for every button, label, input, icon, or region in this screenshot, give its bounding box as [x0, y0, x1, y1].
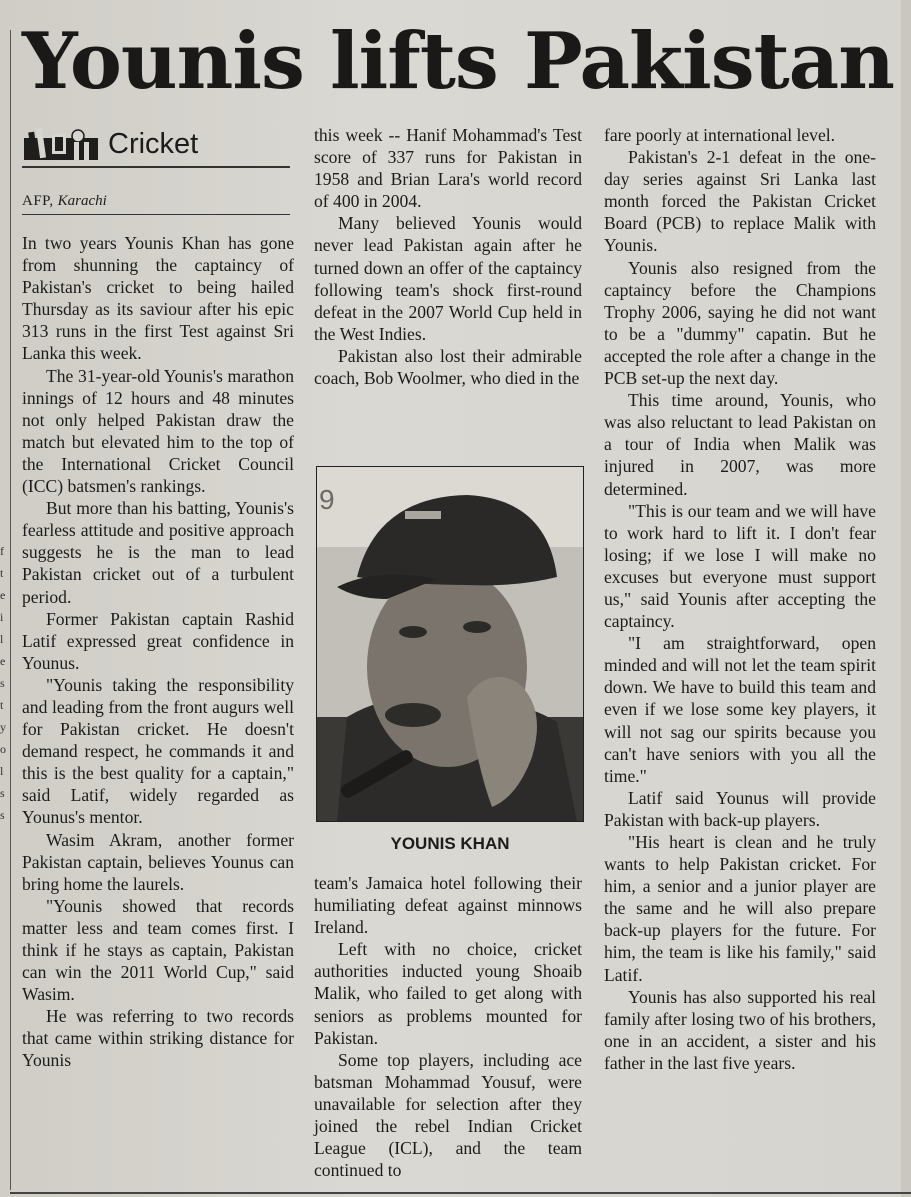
paragraph: The 31-year-old Younis's marathon innings of 12 hours and 48 minutes not only helped Pakistan draw the match but elevated him to the top of the International Cricket Council (ICC) batsmen's rankings.	[22, 365, 294, 497]
svg-text:9: 9	[319, 484, 335, 515]
edge-fragment: e	[0, 654, 6, 668]
edge-fragment: l	[0, 764, 4, 778]
article-column-1	[22, 232, 294, 1072]
paragraph: team's Jamaica hotel following their humiliating defeat against minnows Ireland.	[314, 873, 582, 938]
photo-caption: YOUNIS KHAN	[390, 834, 510, 853]
paragraph: In two years Younis Khan has gone from shunning the captaincy of Pakistan's cricket to being hailed Thursday as its saviour after his epic 313 runs in the first Test against Sri Lanka this week.	[22, 233, 294, 364]
paragraph: Younis also resigned from the captaincy before the Champions Trophy 2006, saying he did not want to be a "dummy" capatin. But he accepted the role after a change in the PCB set-up the next day.	[604, 257, 876, 389]
edge-fragment: s	[0, 676, 5, 690]
edge-fragment: y	[0, 720, 6, 734]
paragraph: This time around, Younis, who was also reluctant to lead Pakistan on a tour of India when Malik was injured in 2007, was more determined.	[604, 390, 876, 499]
left-column-rule	[10, 30, 11, 1190]
byline-place: Karachi	[57, 193, 107, 209]
headline: Younis lifts Pakistan	[22, 16, 894, 107]
article-column-2-bottom	[314, 872, 582, 1181]
paragraph: this week -- Hanif Mohammad's Test score of 337 runs for Pakistan in 1958 and Brian Lara's world record of 400 in 2004.	[314, 125, 582, 212]
paragraph: Left with no choice, cricket authorities inducted young Shoaib Malik, who failed to get along with seniors as problems mounted for Pakistan.	[314, 939, 582, 1048]
paragraph: fare poorly at international level.	[604, 125, 836, 145]
cricket-bat-ball-icon	[22, 128, 100, 162]
photo-younis-khan	[316, 466, 584, 822]
section-header	[22, 122, 290, 168]
edge-fragment: f	[0, 544, 4, 558]
bottom-rule	[10, 1192, 911, 1194]
paragraph: "Younis taking the responsibility and leading from the front augurs well for Pakistan cricket. He doesn't demand respect, he commands it and this is the best quality for a captain," said Latif, widely regarded as Younus's mentor.	[22, 674, 294, 828]
edge-fragment: t	[0, 698, 4, 712]
page-edge	[901, 0, 911, 1197]
paragraph: Many believed Younis would never lead Pakistan again after he turned down an offer of the captaincy following team's shock first-round defeat in the 2007 World Cup held in the West Indies.	[314, 213, 582, 344]
paragraph: "This is our team and we will have to work hard to lift it. I don't fear losing; if we lose I will make no excuses but everyone must support us," said Younis after accepting the captaincy.	[604, 500, 876, 632]
paragraph: Younis has also supported his real family after losing two of his brothers, one in an accident, a sister and his father in the last five years.	[604, 986, 876, 1073]
paragraph: "Younis showed that records matter less and team comes first. I think if he stays as captain, Pakistan can win the 2011 World Cup," said Wasim.	[22, 895, 294, 1005]
edge-fragment: s	[0, 808, 5, 822]
paragraph: Pakistan also lost their admirable coach, Bob Woolmer, who died in the	[314, 345, 582, 389]
paragraph: Wasim Akram, another former Pakistan captain, believes Younus can bring home the laurels.	[22, 829, 294, 894]
paragraph: Pakistan's 2-1 defeat in the one-day series against Sri Lanka last month forced the Pakistan Cricket Board (PCB) to replace Malik with Younis.	[604, 147, 876, 256]
article-column-2-top	[314, 124, 582, 389]
edge-fragment: s	[0, 786, 5, 800]
edge-fragment: t	[0, 566, 4, 580]
paragraph: "His heart is clean and he truly wants to help Pakistan cricket. For him, a senior and a junior player are the same and he will also prepare back-up players for the future. For him, the team is like his family," said Latif.	[604, 832, 876, 985]
adjacent-column-fragments	[0, 540, 8, 826]
edge-fragment: o	[0, 742, 6, 756]
paragraph: Latif said Younus will provide Pakistan with back-up players.	[604, 787, 876, 830]
edge-fragment: e	[0, 588, 6, 602]
paragraph: He was referring to two records that came within striking distance for Younis	[22, 1006, 294, 1071]
paragraph: But more than his batting, Younis's fearless attitude and positive approach suggests he is the man to lead Pakistan cricket out of a turbulent period.	[22, 498, 294, 607]
paragraph: Some top players, including ace batsman Mohammad Yousuf, were unavailable for selection after they joined the rebel Indian Cricket League (ICL), and the team continued to	[314, 1049, 582, 1181]
paragraph: Former Pakistan captain Rashid Latif expressed great confidence in Younus.	[22, 608, 294, 673]
paragraph: "I am straightforward, open minded and will not let the team spirit down. We have to build this team and even if we lose some key players, it will not sag our spirits because you can't have seniors with you all the time."	[604, 633, 876, 786]
byline	[22, 190, 290, 215]
byline-agency: AFP,	[22, 193, 54, 209]
section-label: Cricket	[108, 128, 199, 160]
edge-fragment: l	[0, 632, 4, 646]
article-column-3	[604, 124, 876, 1074]
edge-fragment: i	[0, 610, 4, 624]
